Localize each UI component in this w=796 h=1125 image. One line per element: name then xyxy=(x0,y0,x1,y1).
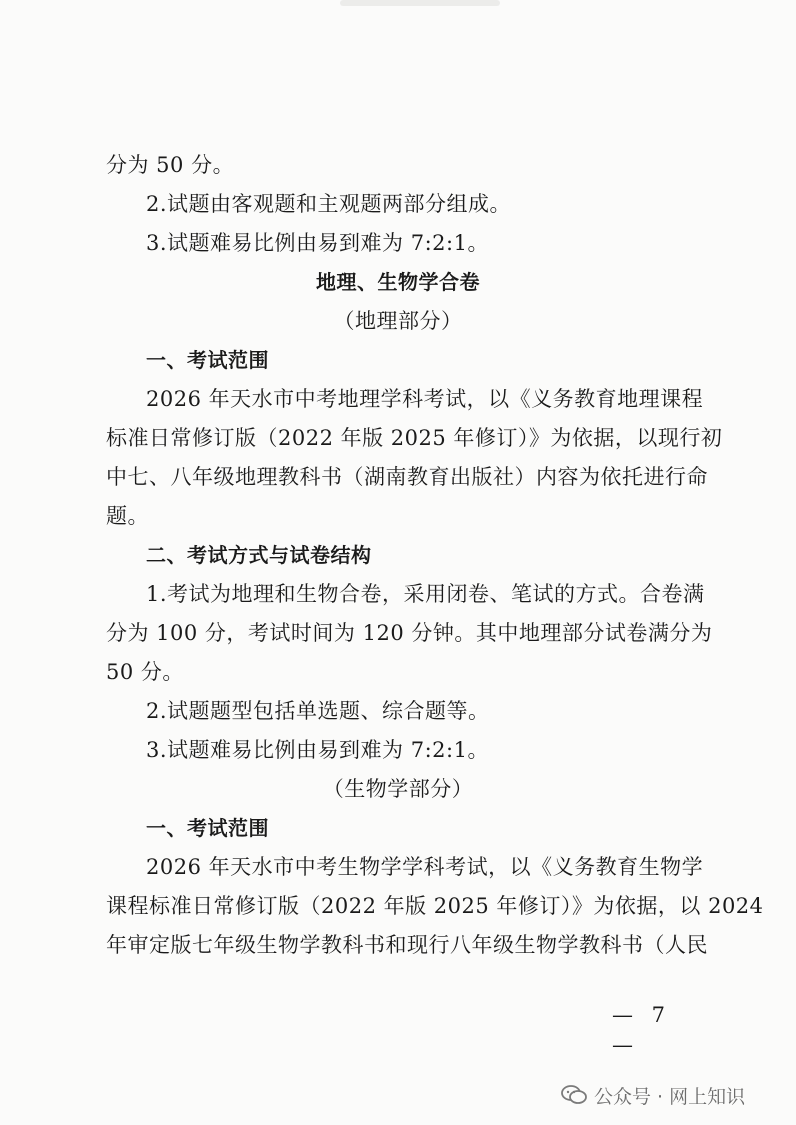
watermark-text: 公众号 · 网上知识 xyxy=(594,1085,746,1108)
text-line: 中七、八年级地理教科书（湖南教育出版社）内容为依托进行命 xyxy=(106,465,708,489)
scan-artifact xyxy=(340,0,500,6)
text-line: 分为 50 分。 xyxy=(106,153,235,177)
wechat-icon xyxy=(560,1084,588,1106)
text-line: 3.试题难易比例由易到难为 7:2:1。 xyxy=(146,738,489,762)
watermark xyxy=(560,1080,745,1110)
section-title: 地理、生物学合卷 xyxy=(316,270,480,294)
text-line: 标准日常修订版（2022 年版 2025 年修订）》为依据，以现行初 xyxy=(106,426,723,450)
text-line: 1.考试为地理和生物合卷，采用闭卷、笔试的方式。合卷满 xyxy=(146,582,705,606)
text-line: 50 分。 xyxy=(106,660,184,684)
text-line: 2026 年天水市中考地理学科考试，以《义务教育地理课程 xyxy=(146,387,704,411)
heading: 二、考试方式与试卷结构 xyxy=(146,543,372,567)
subsection-title: （地理部分） xyxy=(333,309,463,333)
heading: 一、考试范围 xyxy=(146,348,269,372)
subsection-title: （生物学部分） xyxy=(322,777,474,801)
text-line: 题。 xyxy=(106,504,149,528)
text-line: 2026 年天水市中考生物学学科考试，以《义务教育生物学 xyxy=(146,855,704,879)
text-line: 2.试题由客观题和主观题两部分组成。 xyxy=(146,192,512,216)
text-line: 分为 100 分，考试时间为 120 分钟。其中地理部分试卷满分为 xyxy=(106,621,713,645)
text-line: 年审定版七年级生物学教科书和现行八年级生物学教科书（人民 xyxy=(106,933,708,957)
text-line: 3.试题难易比例由易到难为 7:2:1。 xyxy=(146,231,489,255)
page-number: — 7 — xyxy=(612,1003,672,1057)
text-line: 课程标准日常修订版（2022 年版 2025 年修订）》为依据，以 2024 xyxy=(106,894,764,918)
text-line: 2.试题题型包括单选题、综合题等。 xyxy=(146,699,490,723)
heading: 一、考试范围 xyxy=(146,816,269,840)
